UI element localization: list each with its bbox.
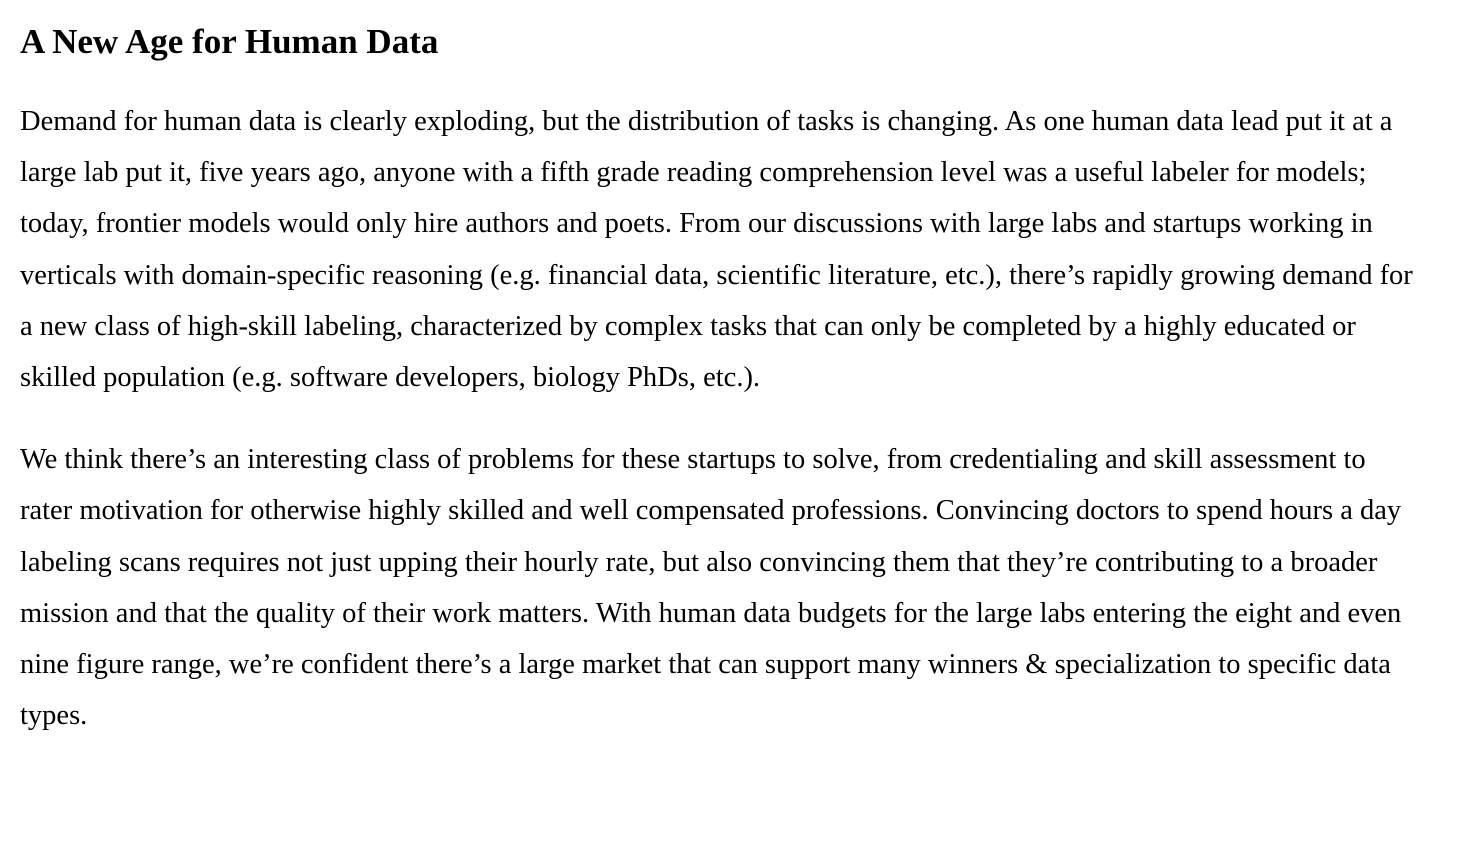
- article-title: A New Age for Human Data: [20, 22, 439, 61]
- article-paragraph-1: Demand for human data is clearly exploding, but the distribution of tasks is changing. As one human data lead put it at a large lab put it, five years ago, anyone with a fifth grade reading comprehension level was a useful labeler for models; today, frontier models would only hire authors and poets. From our discussions with large labs and startups working in verticals with domain-specific reasoning (e.g. financial data, scientific literature, etc.), there’s rapidly growing demand for a new class of high-skill labeling, characterized by complex tasks that can only be completed by a highly educated or skilled population (e.g. software developers, biology PhDs, etc.).: [20, 106, 1413, 394]
- article-paragraph-2: We think there’s an interesting class of problems for these startups to solve, from credentialing and skill assessment to rater motivation for otherwise highly skilled and well compensated professions. Convincing doctors to spend hours a day labeling scans requires not just upping their hourly rate, but also convincing them that they’re contributing to a broader mission and that the quality of their work matters. With human data budgets for the large labs entering the eight and even nine figure range, we’re confident there’s a large market that can support many winners & specialization to specific data types.: [20, 444, 1402, 732]
- article: [0, 20, 1462, 741]
